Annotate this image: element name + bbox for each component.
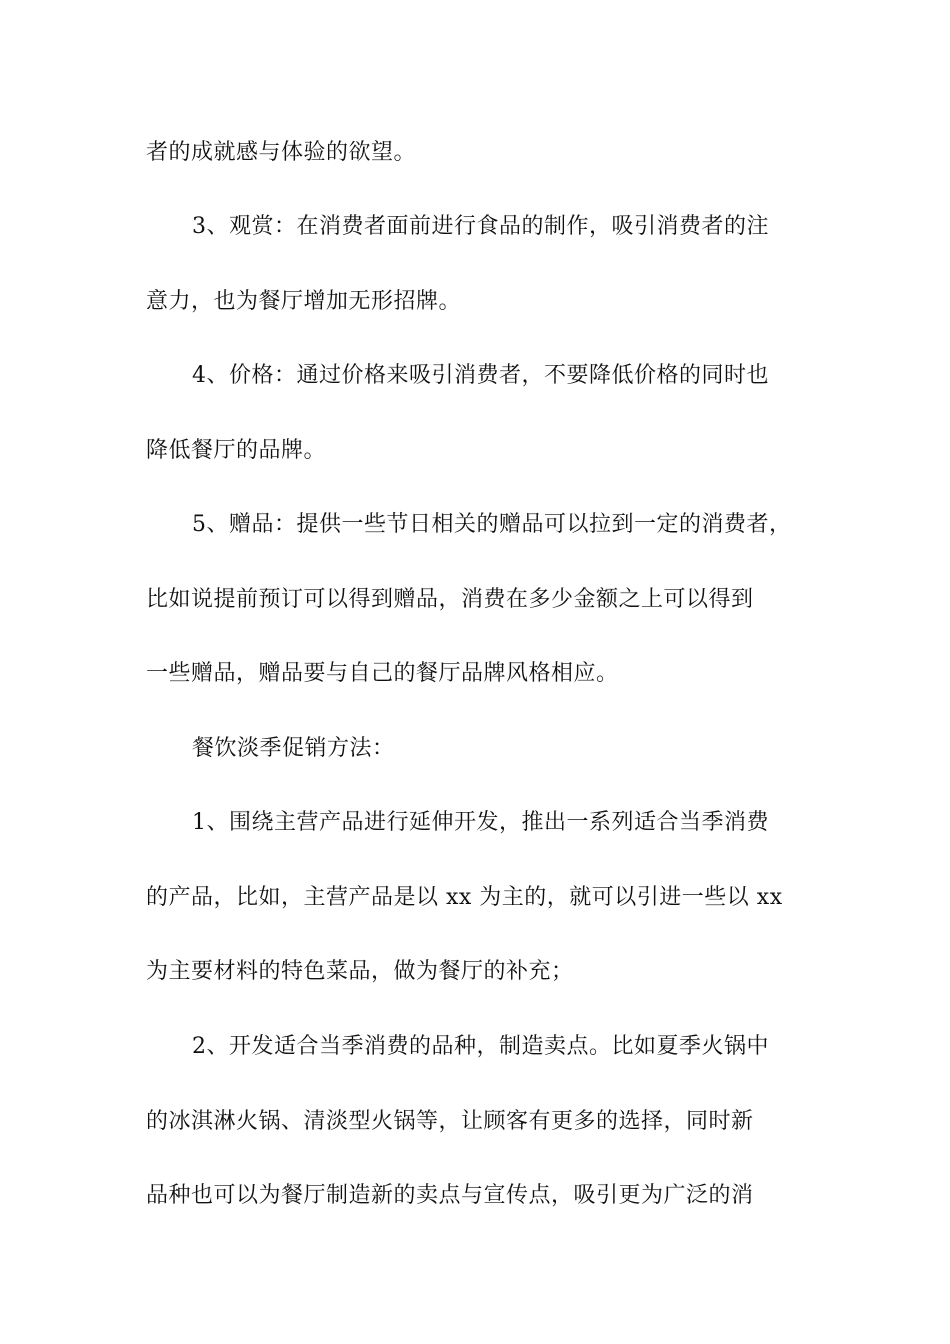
paragraph-line: 2、开发适合当季消费的品种，制造卖点。比如夏季火锅中 (192, 1034, 769, 1059)
paragraph-line: 的产品，比如，主营产品是以 xx 为主的，就可以引进一些以 xx (146, 885, 783, 910)
paragraph-line: 比如说提前预订可以得到赠品，消费在多少金额之上可以得到 (146, 587, 754, 612)
paragraph-line: 5、赠品：提供一些节日相关的赠品可以拉到一定的消费者， (192, 512, 792, 537)
paragraph-line: 1、围绕主营产品进行延伸开发，推出一系列适合当季消费 (192, 810, 769, 835)
paragraph-line: 4、价格：通过价格来吸引消费者，不要降低价格的同时也 (192, 363, 769, 388)
paragraph-line: 为主要材料的特色菜品，做为餐厅的补充； (146, 959, 574, 984)
paragraph-line: 意力，也为餐厅增加无形招牌。 (146, 289, 462, 314)
paragraph-line: 3、观赏：在消费者面前进行食品的制作，吸引消费者的注 (192, 214, 769, 239)
paragraph-line: 的冰淇淋火锅、清淡型火锅等，让顾客有更多的选择，同时新 (146, 1109, 754, 1134)
paragraph-line: 一些赠品，赠品要与自己的餐厅品牌风格相应。 (146, 661, 619, 686)
section-heading: 餐饮淡季促销方法： (192, 736, 395, 761)
paragraph-line: 降低餐厅的品牌。 (146, 438, 327, 463)
paragraph-line: 品种也可以为餐厅制造新的卖点与宣传点，吸引更为广泛的消 (146, 1183, 754, 1208)
paragraph-line: 者的成就感与体验的欲望。 (146, 140, 417, 165)
